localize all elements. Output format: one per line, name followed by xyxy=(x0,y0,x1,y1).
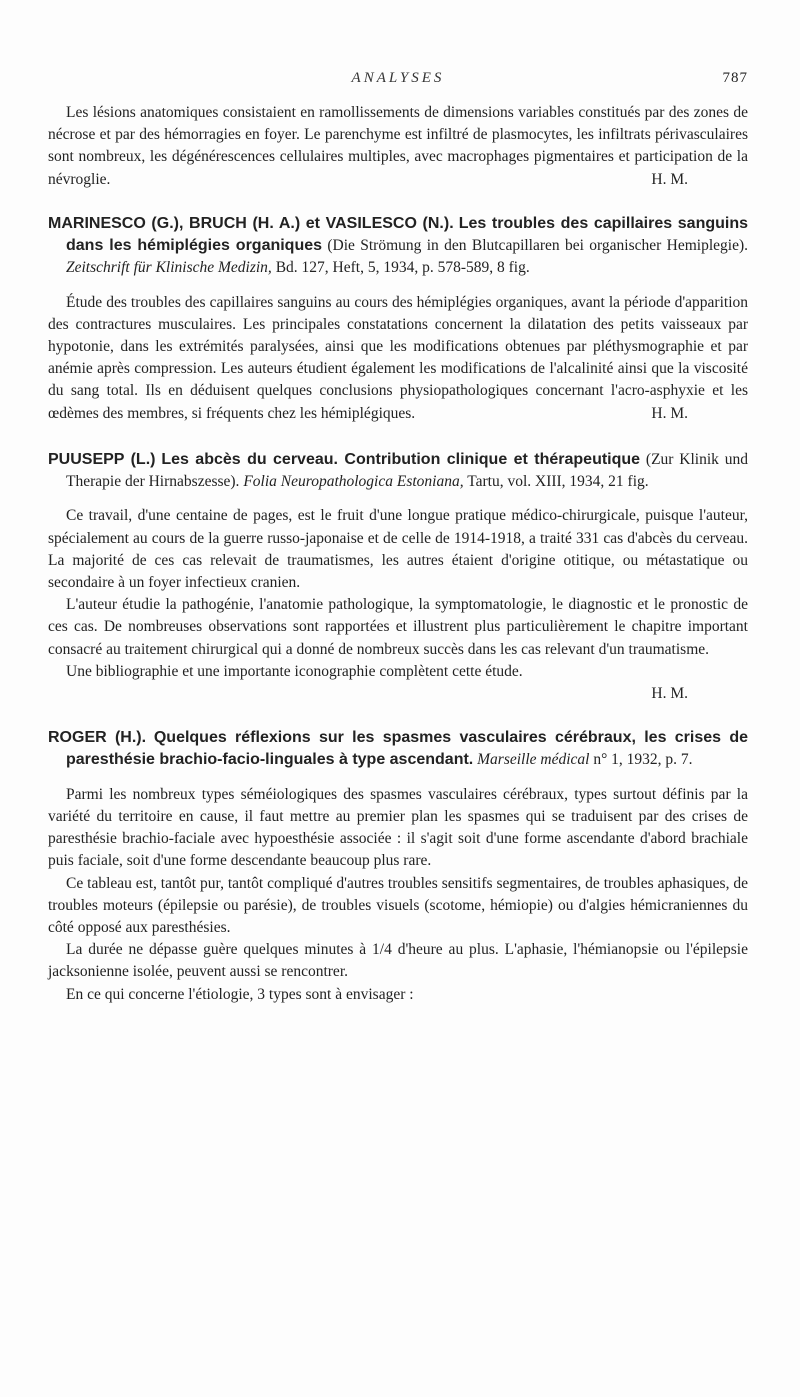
entry-paragraph: Ce travail, d'une centaine de pages, est le fruit d'une longue pratique médico-chirurgicale, puisque l'auteur, spécialement au cours de la guerre russo-japonaise et de celle de 1914-1918, a traité 331 cas d'abcès du cerveau. La majorité de ces cas relevait de traumatismes, les autres étaient d'origine otitique, ou métastatique ou secondaire à un foyer infectieux cranien. xyxy=(48,507,748,592)
page-number: 787 xyxy=(722,70,748,86)
entry-author: ROGER (H.). xyxy=(48,729,147,747)
signature: H. M. xyxy=(651,404,688,422)
running-header xyxy=(48,70,748,96)
review-entry xyxy=(48,727,748,1005)
entry-author: PUUSEPP (L.) xyxy=(48,451,156,469)
signature: H. M. xyxy=(651,685,688,703)
review-entry xyxy=(48,449,748,705)
signature: H. M. xyxy=(651,170,688,188)
entry-paragraph: La durée ne dépasse guère quelques minutes à 1/4 d'heure au plus. L'aphasie, l'hémianopsie ou l'épilepsie jacksonienne isolée, peuvent aussi se rencontrer. xyxy=(48,941,748,981)
entry-ref-tail: Tartu, vol. XIII, 1934, 21 fig. xyxy=(467,473,649,491)
entry-paragraph: En ce qui concerne l'étiologie, 3 types sont à envisager : xyxy=(66,985,414,1003)
continued-paragraph: Les lésions anatomiques consistaient en ramollissements de dimensions variables constitués par des zones de nécrose et par des hémorragies en foyer. Le parenchyme est infiltré de plasmocytes, les infiltrats périvasculaires sont nombreux, les dégénérescences cellulaires multiples, avec macrophages pigmentaires et participation de la névroglie. xyxy=(48,104,748,188)
entry-title: Les abcès du cerveau. Contribution clinique et thérapeutique xyxy=(161,451,641,469)
entry-journal: Folia Neuropathologica Estoniana, xyxy=(243,473,464,491)
entry-paragraph: L'auteur étudie la pathogénie, l'anatomie pathologique, la symptomatologie, le diagnostic et le pronostic de ces cas. De nombreuses observations sont rapportées et illustrent plus particulièrement le chapitre important consacré au traitement chirurgical qui a donné de nombreux succès dans les cas relevant d'un traumatisme. xyxy=(48,596,748,658)
entry-author: MARINESCO (G.), BRUCH (H. A.) et VASILESCO (N.). xyxy=(48,215,454,233)
entry-paragraph: Ce tableau est, tantôt pur, tantôt compliqué d'autres troubles sensitifs segmentaires, de troubles aphasiques, de troubles moteurs (épilepsie ou parésie), de troubles visuels (scotome, hémiopie) ou d'algies hémicraniennes du côté opposé aux paresthésies. xyxy=(48,874,748,936)
entry-heading xyxy=(48,449,748,493)
entry-ref-plain: (Die Strömung in den Blutcapillaren bei organischer Hemiplegie). xyxy=(327,237,748,255)
entry-journal: Marseille médical xyxy=(477,751,590,769)
entry-title: Quelques réflexions sur les spasmes vasculaires cérébraux, les crises de paresthésie brachio-facio-linguales à type ascendant. xyxy=(66,729,749,769)
running-title: ANALYSES xyxy=(351,70,445,86)
entry-heading xyxy=(48,727,748,771)
review-entry xyxy=(48,213,748,425)
entry-title: Les troubles des capillaires sanguins dans les hémiplégies organiques xyxy=(66,215,748,255)
entry-paragraph: Étude des troubles des capillaires sanguins au cours des hémiplégies organiques, avant la période d'apparition des contractures musculaires. Les principales constatations concernent la dilatation des petits vaisseaux par hypotonie, dans les extrémités paralysées, ainsi que les modifications obtenues par pléthysmographie et par anémie après compression. Les auteurs étudient également les modifications de l'alcalinité ainsi que la viscosité du sang total. Ils en déduisent quelques conclusions physiopathologiques concernant l'acro-asphyxie et les œdèmes des membres, si fréquents chez les hémiplégiques. xyxy=(48,293,748,422)
entry-journal: Zeitschrift für Klinische Medizin, xyxy=(66,259,272,277)
entry-paragraph: Une bibliographie et une importante iconographie complètent cette étude. xyxy=(66,662,523,680)
entry-heading xyxy=(48,213,748,280)
entry-ref-tail: Bd. 127, Heft, 5, 1934, p. 578-589, 8 fig. xyxy=(275,259,530,277)
entry-ref-plain: (Zur Klinik und Therapie der Hirnabszesse). xyxy=(66,451,748,491)
entry-ref-tail: n° 1, 1932, p. 7. xyxy=(593,751,693,769)
entry-paragraph: Parmi les nombreux types séméiologiques des spasmes vasculaires cérébraux, types surtout définis par la variété du territoire en cause, il faut mettre au premier plan les spasmes qui se traduisent par des crises de paresthésie brachio-faciale avec hypoesthésie associée : il s'agit soit d'une forme ascendante d'abord brachiale puis faciale, soit d'une forme descendante beaucoup plus rare. xyxy=(48,785,748,870)
